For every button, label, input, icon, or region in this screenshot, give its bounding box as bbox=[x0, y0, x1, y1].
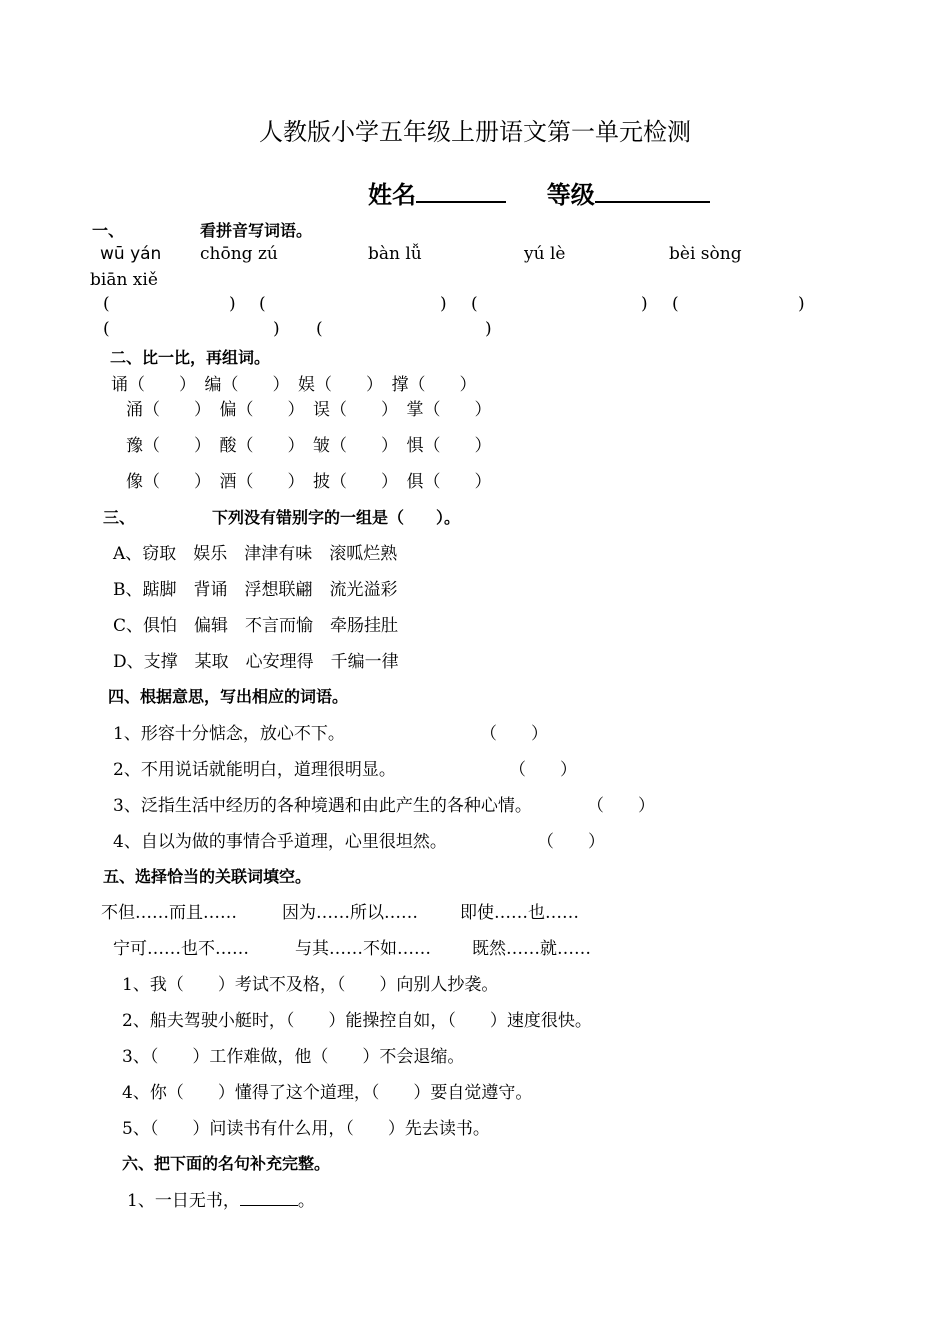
compare-row: 涌（ ） 偏（ ） 误（ ） 掌（ ） bbox=[126, 400, 492, 420]
fill-item: 5、（ ）问读书有什么用，（ ）先去读书。 bbox=[122, 1119, 490, 1139]
page-title: 人教版小学五年级上册语文第一单元检测 bbox=[259, 118, 691, 146]
name-grade-line bbox=[368, 175, 710, 210]
compare-row: 像（ ） 酒（ ） 披（ ） 俱（ ） bbox=[126, 472, 492, 492]
section-4-title: 四、根据意思，写出相应的词语。 bbox=[108, 687, 349, 706]
pinyin-3: bàn lǚ bbox=[368, 244, 422, 264]
answer-bracket[interactable]: （ ） bbox=[587, 796, 655, 816]
fill-item: 3、（ ）工作难做，他（ ）不会退缩。 bbox=[122, 1047, 465, 1067]
section-3-number: 三、 bbox=[103, 508, 136, 527]
compare-row: 豫（ ） 酸（ ） 皱（ ） 惧（ ） bbox=[126, 436, 492, 456]
compare-row: 诵（ ） 编（ ） 娱（ ） 撑（ ） bbox=[111, 375, 477, 395]
quote-item bbox=[127, 1186, 315, 1211]
answer-bracket[interactable]: （ ） bbox=[537, 832, 605, 852]
conjunction-option: 与其……不如…… bbox=[295, 939, 431, 959]
conjunction-option: 既然……就…… bbox=[472, 939, 591, 959]
pinyin-2: chōng zú bbox=[200, 244, 278, 264]
section-1-number: 一、 bbox=[92, 221, 125, 240]
definition-item: 2、不用说话就能明白，道理很明显。 bbox=[113, 760, 396, 780]
answer-bracket[interactable]: ( bbox=[103, 294, 110, 314]
answer-bracket[interactable]: ( bbox=[672, 294, 679, 314]
pinyin-1: wū yán bbox=[100, 244, 162, 264]
section-6-title: 六、把下面的名句补充完整。 bbox=[122, 1154, 331, 1173]
definition-item: 3、泛指生活中经历的各种境遇和由此产生的各种心情。 bbox=[113, 796, 532, 816]
answer-bracket[interactable]: （ ） bbox=[509, 760, 577, 780]
pinyin-5: bèi sòng bbox=[669, 244, 742, 264]
fill-item: 4、你（ ）懂得了这个道理，（ ）要自觉遵守。 bbox=[122, 1083, 533, 1103]
definition-item: 4、自以为做的事情合乎道理，心里很坦然。 bbox=[113, 832, 447, 852]
conjunction-option: 即使……也…… bbox=[460, 903, 579, 923]
answer-bracket[interactable]: ) bbox=[641, 294, 648, 314]
name-blank[interactable] bbox=[416, 181, 506, 203]
conjunction-option: 不但……而且…… bbox=[101, 903, 237, 923]
answer-bracket[interactable]: ) bbox=[229, 294, 236, 314]
answer-bracket[interactable]: ) bbox=[798, 294, 805, 314]
grade-label: 等级 bbox=[546, 181, 595, 209]
answer-bracket[interactable]: ) bbox=[440, 294, 447, 314]
section-1-title: 看拼音写词语。 bbox=[200, 221, 313, 240]
option-c: C、俱怕 偏辑 不言而愉 牵肠挂肚 bbox=[113, 616, 399, 636]
definition-item: 1、形容十分惦念，放心不下。 bbox=[113, 724, 345, 744]
fill-item: 2、船夫驾驶小艇时，（ ）能操控自如，（ ）速度很快。 bbox=[122, 1011, 592, 1031]
pinyin-4: yú lè bbox=[524, 244, 566, 264]
answer-bracket[interactable]: ( bbox=[471, 294, 478, 314]
pinyin-6: biān xiě bbox=[90, 270, 158, 290]
quote-blank[interactable] bbox=[240, 1191, 298, 1206]
quote-item-suffix: 。 bbox=[297, 1191, 315, 1211]
answer-bracket[interactable]: ) bbox=[485, 319, 492, 339]
conjunction-option: 因为……所以…… bbox=[282, 903, 418, 923]
grade-blank[interactable] bbox=[595, 181, 710, 203]
option-d: D、支撑 某取 心安理得 千编一律 bbox=[113, 652, 399, 672]
answer-bracket[interactable]: ( bbox=[259, 294, 266, 314]
name-label: 姓名 bbox=[368, 181, 416, 209]
fill-item: 1、我（ ）考试不及格，（ ）向别人抄袭。 bbox=[122, 975, 499, 995]
option-b: B、踮脚 背诵 浮想联翩 流光溢彩 bbox=[113, 580, 398, 600]
conjunction-option: 宁可……也不…… bbox=[113, 939, 249, 959]
section-2-title: 二、比一比，再组词。 bbox=[110, 348, 271, 367]
section-3-title: 下列没有错别字的一组是（ ）。 bbox=[212, 508, 461, 527]
answer-bracket[interactable]: ) bbox=[273, 319, 280, 339]
quote-item-prefix: 1、一日无书， bbox=[127, 1191, 240, 1211]
answer-bracket[interactable]: ( bbox=[103, 319, 110, 339]
option-a: A、窃取 娱乐 津津有味 滚呱烂熟 bbox=[113, 544, 398, 564]
section-5-title: 五、选择恰当的关联词填空。 bbox=[103, 867, 312, 886]
answer-bracket[interactable]: （ ） bbox=[480, 724, 548, 744]
answer-bracket[interactable]: ( bbox=[316, 319, 323, 339]
